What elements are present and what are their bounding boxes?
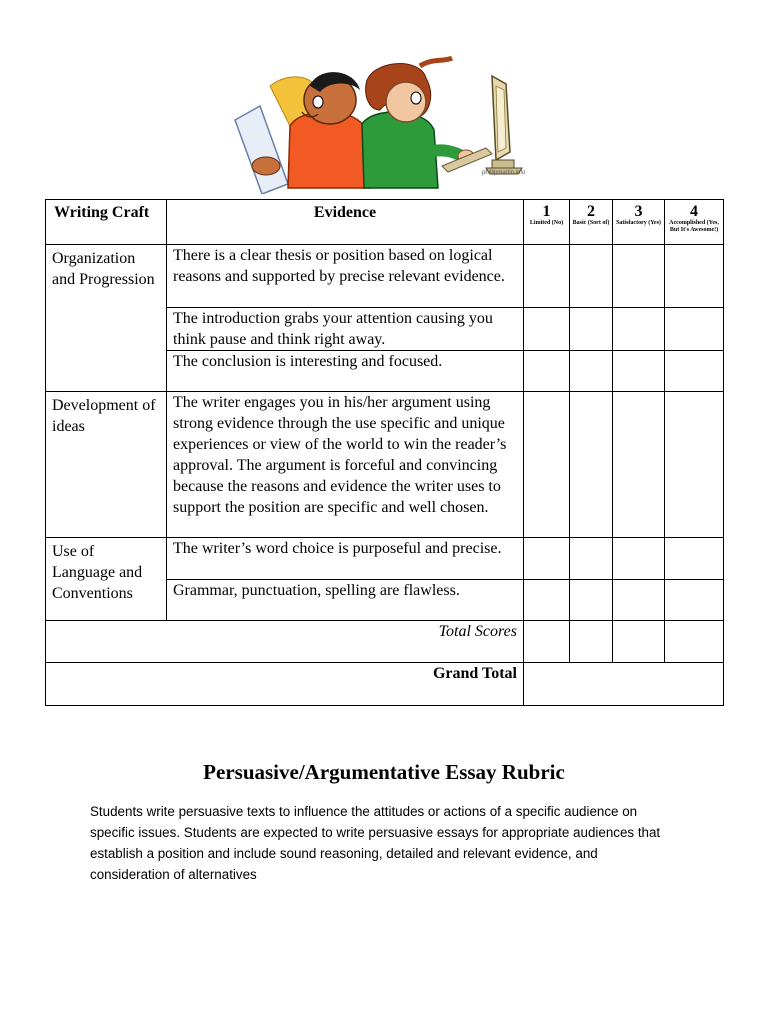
total-score-cell[interactable]	[570, 621, 613, 663]
score-cell[interactable]	[524, 245, 570, 308]
score-cell[interactable]	[665, 245, 724, 308]
score-cell[interactable]	[613, 538, 665, 580]
score-cell[interactable]	[524, 580, 570, 621]
header-evidence: Evidence	[167, 200, 524, 245]
score-cell[interactable]	[665, 580, 724, 621]
table-row	[46, 538, 724, 580]
score-cell[interactable]	[570, 308, 613, 351]
description-paragraph: Students write persuasive texts to influence the attitudes or actions of a specific audience on specific issues. Students are expected to write persuasive essays for appropriate audiences that establish a position and include sound reasoning, detailed and relevant evidence, and consideration of alternatives	[90, 804, 661, 882]
evidence-cell: There is a clear thesis or position based on logical reasons and supported by precise relevant evidence.	[167, 245, 524, 308]
score-label: Basic (Sort of)	[572, 220, 610, 226]
score-cell[interactable]	[613, 351, 665, 392]
rubric-table	[45, 199, 724, 706]
total-score-cell[interactable]	[665, 621, 724, 663]
score-number: 2	[587, 203, 595, 220]
score-number: 1	[542, 203, 551, 220]
score-cell[interactable]	[570, 245, 613, 308]
header-score-3	[613, 200, 665, 245]
score-cell[interactable]	[570, 580, 613, 621]
score-cell[interactable]	[524, 351, 570, 392]
grand-total-label: Grand Total	[46, 663, 524, 706]
header-score-4	[665, 200, 724, 245]
header-writing-craft: Writing Craft	[46, 200, 167, 245]
score-cell[interactable]	[570, 538, 613, 580]
category-organization: Organization and Progression	[46, 245, 167, 392]
table-row	[46, 392, 724, 538]
total-score-cell[interactable]	[613, 621, 665, 663]
score-cell[interactable]	[613, 245, 665, 308]
total-scores-row	[46, 621, 724, 663]
grand-total-cell[interactable]	[524, 663, 724, 706]
evidence-cell: The writer engages you in his/her argument using strong evidence through the use specific and unique experiences or view of the world to win the reader’s approval. The argument is forceful and convincing because the reasons and evidence the writer uses to support the position are specific and well chosen.	[167, 392, 524, 538]
score-label: Accomplished (Yes, But It's Awesome!)	[669, 220, 719, 233]
clipart-credit: phillipmartin.info	[482, 170, 526, 176]
score-number: 4	[690, 203, 698, 220]
score-cell[interactable]	[570, 392, 613, 538]
category-development: Development of ideas	[46, 392, 167, 538]
score-cell[interactable]	[665, 392, 724, 538]
score-cell[interactable]	[665, 308, 724, 351]
score-cell[interactable]	[613, 580, 665, 621]
category-language: Use of Language and Conventions	[46, 538, 167, 621]
total-score-cell[interactable]	[524, 621, 570, 663]
score-cell[interactable]	[665, 538, 724, 580]
header-score-2	[570, 200, 613, 245]
table-row	[46, 245, 724, 308]
evidence-cell: The introduction grabs your attention causing you think pause and think right away.	[167, 308, 524, 351]
header-row	[46, 200, 724, 245]
header-score-1	[524, 200, 570, 245]
score-cell[interactable]	[570, 351, 613, 392]
score-cell[interactable]	[524, 308, 570, 351]
total-scores-label: Total Scores	[46, 621, 524, 663]
grand-total-row	[46, 663, 724, 706]
score-number: 3	[634, 203, 643, 220]
score-cell[interactable]	[524, 538, 570, 580]
page-title: Persuasive/Argumentative Essay Rubric	[203, 760, 565, 784]
evidence-cell: The writer’s word choice is purposeful and precise.	[167, 538, 524, 580]
score-cell[interactable]	[665, 351, 724, 392]
evidence-cell: Grammar, punctuation, spelling are flawless.	[167, 580, 524, 621]
score-label: Satisfactory (Yes)	[616, 220, 661, 226]
score-cell[interactable]	[613, 392, 665, 538]
score-cell[interactable]	[524, 392, 570, 538]
score-cell[interactable]	[613, 308, 665, 351]
evidence-cell: The conclusion is interesting and focused.	[167, 351, 524, 392]
score-label: Limited (No)	[529, 220, 564, 226]
